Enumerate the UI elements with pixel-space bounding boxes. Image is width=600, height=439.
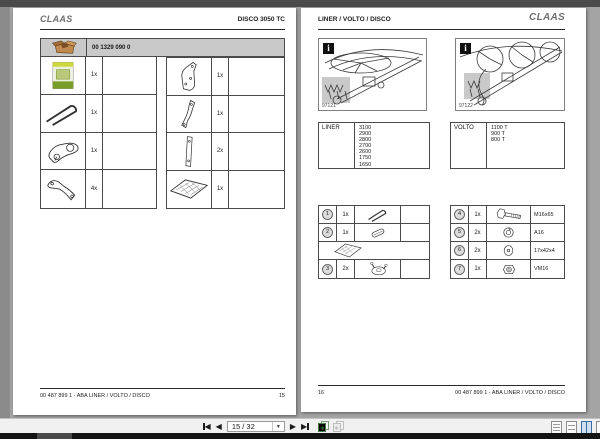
- model-item: 2900: [359, 131, 372, 138]
- chevron-down-icon[interactable]: ▼: [272, 422, 284, 431]
- page-title: DISCO 3050 TC: [237, 16, 285, 23]
- operator-manual-icon: [41, 57, 86, 94]
- roll-pin-icon: [355, 224, 401, 241]
- info-icon: i: [323, 43, 334, 54]
- item-number: 4: [451, 206, 469, 223]
- quantity: 1x: [337, 224, 355, 241]
- parts-table-left-group: [40, 57, 157, 209]
- table-row: [319, 206, 429, 224]
- hook-bracket-icon: [167, 96, 212, 133]
- header-rule: [318, 29, 565, 30]
- model-item: 3100: [359, 125, 372, 131]
- item-number: 1: [319, 206, 337, 223]
- part-spec-label: A16: [534, 229, 544, 236]
- quantity: 2x: [469, 242, 487, 259]
- document-page-16: [301, 8, 586, 412]
- table-row: [319, 242, 429, 260]
- lock-washer-icon: [487, 224, 531, 241]
- item-number: 5: [451, 224, 469, 241]
- u-bolt-icon: [355, 206, 401, 223]
- empty-cell: [103, 133, 156, 170]
- window-top-edge: [0, 0, 600, 7]
- table-row: [319, 224, 429, 242]
- table-row: [451, 206, 564, 224]
- quantity: 1x: [469, 206, 487, 223]
- quantity: 1x: [337, 206, 355, 223]
- empty-cell: [103, 170, 156, 208]
- empty-cell: [229, 58, 284, 95]
- model-item: 1750: [359, 155, 372, 162]
- quantity: 1x: [212, 96, 229, 133]
- empty-cell: [103, 57, 156, 94]
- page-number: 16: [318, 390, 325, 396]
- liner-models-table: [318, 122, 430, 169]
- claas-logo: CLAAS: [529, 12, 565, 23]
- mounting-bracket-icon: [167, 58, 212, 95]
- table-row: [41, 95, 156, 133]
- model-item: 2700: [359, 143, 372, 150]
- curved-bracket-icon: [41, 170, 86, 208]
- quantity: 1x: [212, 58, 229, 95]
- kit-header-row: [40, 38, 285, 57]
- next-page-icon: ▶: [289, 422, 296, 431]
- first-page-button[interactable]: ◀: [204, 422, 211, 431]
- page-indicator: 15 / 32: [231, 422, 255, 431]
- part-spec-label: M16x65: [534, 211, 554, 218]
- hardware-table-left: [318, 205, 430, 279]
- mesh-plate-icon: [167, 171, 212, 209]
- table-row: [319, 260, 429, 278]
- page-number-input[interactable]: [227, 421, 285, 432]
- flat-washer-icon: [487, 242, 531, 259]
- empty-cell: [229, 96, 284, 133]
- empty-cell: [229, 133, 284, 170]
- footer-rule: [318, 385, 565, 386]
- empty-cell: [401, 206, 429, 223]
- mesh-plate-icon: [319, 242, 429, 259]
- quantity: 1x: [469, 260, 487, 278]
- empty-cell: [103, 95, 156, 132]
- quantity: 1x: [86, 95, 103, 132]
- quantity: 1x: [86, 57, 103, 94]
- flat-bar-icon: [167, 133, 212, 170]
- empty-cell: [229, 171, 284, 209]
- previous-view-button[interactable]: [318, 421, 330, 432]
- lock-nut-icon: [487, 260, 531, 278]
- taskbar-strip: [0, 433, 600, 439]
- next-view-button[interactable]: [333, 421, 345, 432]
- viewer-toolbar: [0, 418, 600, 434]
- model-item: 1100 T: [491, 125, 508, 131]
- table-row: [167, 58, 284, 96]
- u-bolt-icon: [41, 95, 86, 132]
- table-row: [167, 96, 284, 134]
- model-list: [355, 123, 429, 168]
- page-title: LINER / VOLTO / DISCO: [318, 16, 391, 23]
- info-icon: i: [460, 43, 471, 54]
- clamp-icon: [355, 260, 401, 278]
- cam-plate-icon: [41, 133, 86, 170]
- quantity: 4x: [86, 170, 103, 208]
- footer-document-id: 00 487 899 1 - ABA LINER / VOLTO / DISCO: [40, 393, 150, 399]
- item-number: 3: [319, 260, 337, 278]
- item-number: 7: [451, 260, 469, 278]
- view-history-buttons: [318, 421, 345, 432]
- page-navigation: [203, 420, 345, 433]
- claas-logo: CLAAS: [40, 14, 73, 24]
- previous-view-icon: [318, 421, 330, 432]
- empty-cell: [401, 260, 429, 278]
- model-item: 2600: [359, 149, 372, 156]
- next-page-button[interactable]: [290, 420, 296, 433]
- quantity: 2x: [337, 260, 355, 278]
- footer-rule: [40, 388, 285, 389]
- last-page-button[interactable]: ▶: [300, 422, 308, 431]
- model-list: [487, 123, 564, 168]
- previous-page-button[interactable]: [216, 420, 222, 433]
- table-row: [167, 133, 284, 171]
- quantity: 1x: [212, 171, 229, 209]
- volto-tedder-figure: [455, 38, 565, 111]
- page-number: 15: [278, 393, 285, 399]
- model-item: 2800: [359, 137, 372, 144]
- item-number: 2: [319, 224, 337, 241]
- kit-part-number: 00 1329 090 0: [92, 44, 131, 51]
- hex-bolt-icon: [487, 206, 531, 223]
- table-row: [451, 224, 564, 242]
- table-row: [41, 170, 156, 208]
- previous-page-icon: ◀: [215, 422, 222, 431]
- model-series-label: VOLTO: [451, 123, 487, 168]
- table-row: [41, 57, 156, 95]
- figure-caption: 97121: [322, 103, 336, 109]
- model-series-label: LINER: [319, 123, 355, 168]
- model-item: 900 T: [491, 131, 505, 138]
- header-rule: [40, 29, 285, 30]
- model-item: 800 T: [491, 137, 505, 144]
- document-page-15: [13, 8, 296, 415]
- last-page-icon: [307, 423, 309, 430]
- viewer-left-edge: [0, 7, 10, 418]
- model-item: 1650: [359, 161, 372, 168]
- quantity: 2x: [212, 133, 229, 170]
- part-spec-label: VM16: [534, 266, 549, 272]
- table-row: [41, 133, 156, 171]
- part-spec-label: 17x42x4: [534, 247, 555, 254]
- next-view-icon: [333, 421, 345, 432]
- quantity: 2x: [469, 224, 487, 241]
- parts-box-icon: [41, 39, 87, 56]
- empty-cell: [401, 224, 429, 241]
- table-row: [451, 260, 564, 278]
- figure-caption: 97122: [459, 103, 473, 109]
- item-number: 6: [451, 242, 469, 259]
- table-row: [451, 242, 564, 260]
- volto-models-table: [450, 122, 565, 169]
- parts-table-right-group: [166, 57, 285, 209]
- table-row: [167, 171, 284, 209]
- taskbar-segment: [37, 433, 72, 439]
- footer-document-id: 00 487 899 1 - ABA LINER / VOLTO / DISCO: [455, 390, 565, 396]
- liner-rake-figure: [318, 38, 427, 111]
- quantity: 1x: [86, 133, 103, 170]
- hardware-table-right: [450, 205, 565, 279]
